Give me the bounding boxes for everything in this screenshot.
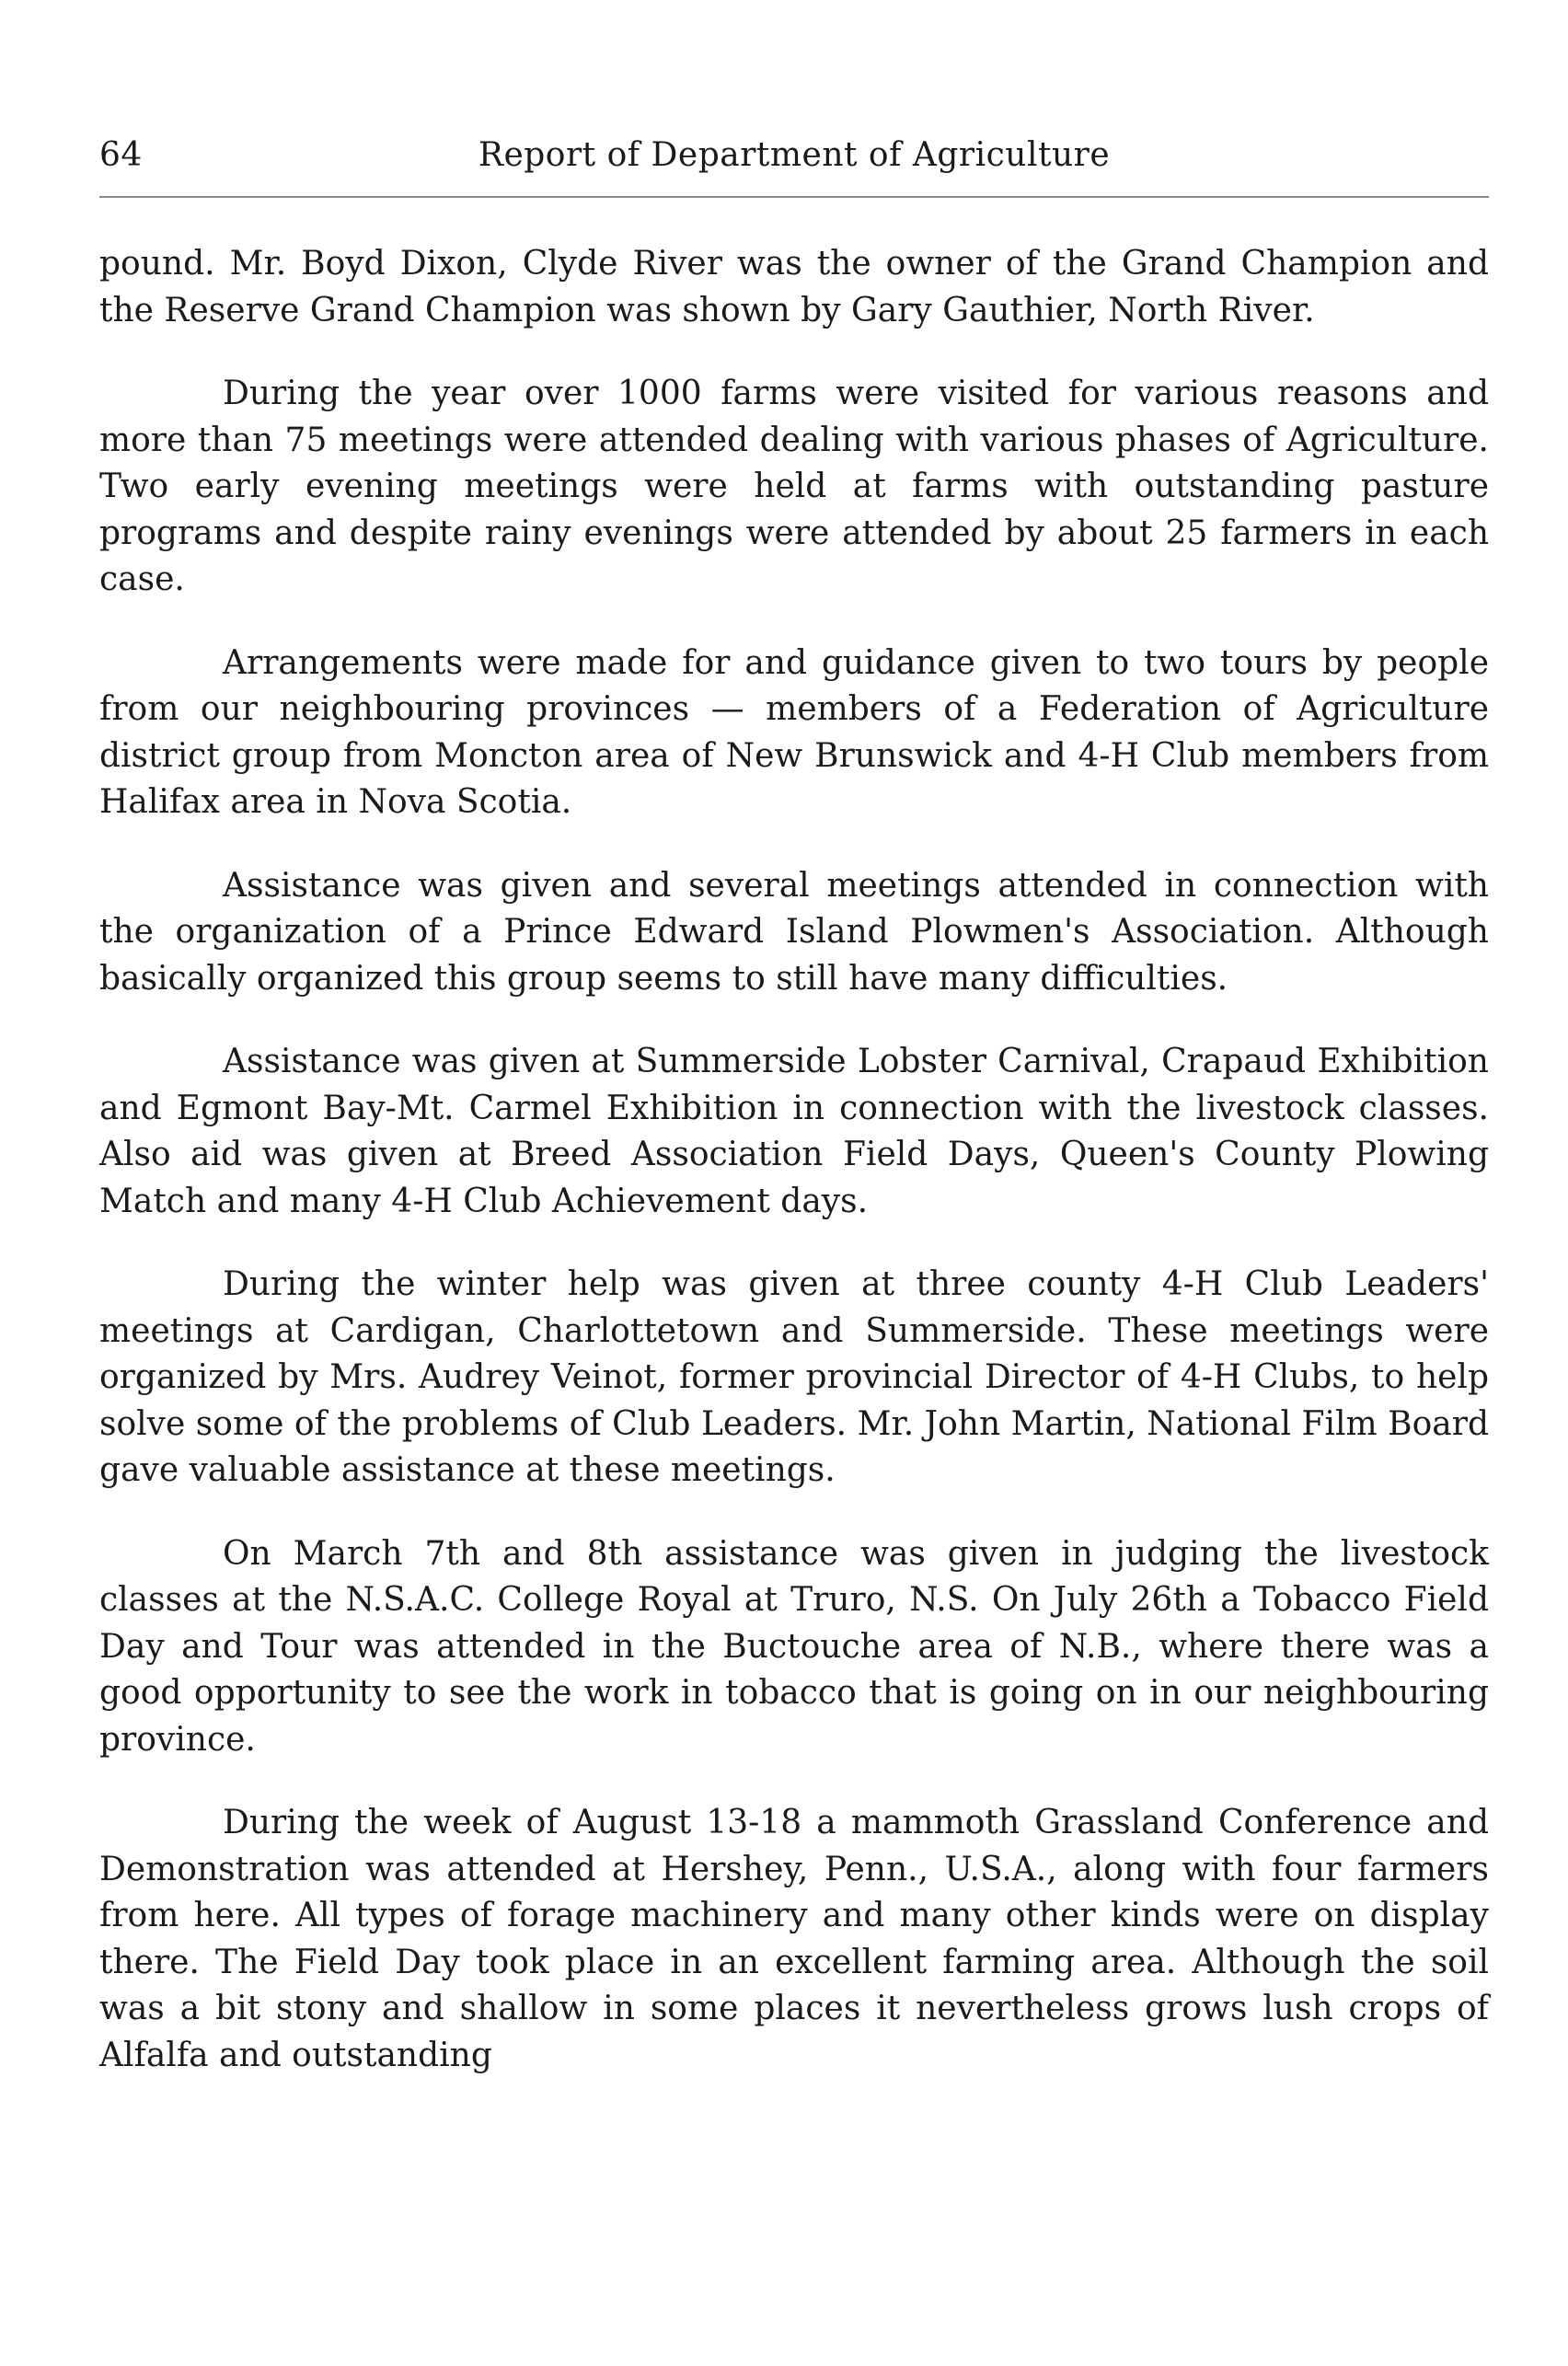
paragraph: Arrangements were made for and guidance given to two tours by people from our neighbouring provinces — members of a Federation of Agriculture district group from Moncton area of New Brunswick and 4-H Club members from Halifax area in Nova Scotia. — [99, 643, 1489, 821]
paragraph: During the week of August 13-18 a mammoth Grassland Conference and Demonstration was attended at Hershey, Penn., U.S.A., along with four farmers from here. All types of forage machinery and many other kinds were on display there. The Field Day took place in an excellent farming area. Although the soil was a bit stony and shallow in some places it nevertheless grows lush crops of Alfalfa and outstanding — [99, 1804, 1489, 2074]
body-text — [99, 241, 1489, 2079]
paragraph: During the year over 1000 farms were visited for various reasons and more than 75 meetings were attended dealing with various phases of Agriculture. Two early evening meetings were held at farms with outstanding pasture programs and despite rainy evenings were attended by about 25 farmers in each case. — [99, 375, 1489, 598]
paragraph: Assistance was given and several meetings attended in connection with the organization of a Prince Edward Island Plowmen's Association. Although basically organized this group seems to still have many difficulties. — [99, 866, 1489, 998]
paragraph-continued: pound. Mr. Boyd Dixon, Clyde River was the owner of the Grand Champion and the Reserve Grand Champion was shown by Gary Gauthier, North River. — [99, 245, 1489, 329]
header-rule — [99, 196, 1489, 198]
page-number: 64 — [99, 136, 143, 174]
page-header — [99, 136, 1489, 191]
paragraph: Assistance was given at Summerside Lobster Carnival, Crapaud Exhibition and Egmont Bay-Mt. Carmel Exhibition in connection with the livestock classes. Also aid was given at Breed Association Field Days, Queen's County Plowing Match and many 4-H Club Achievement days. — [99, 1043, 1489, 1220]
paragraph: During the winter help was given at three county 4-H Club Leaders' meetings at Cardigan, Charlottetown and Summerside. These meetings were organized by Mrs. Audrey Veinot, former provincial Director of 4-H Clubs, to help solve some of the problems of Club Leaders. Mr. John Martin, National Film Board gave valuable assistance at these meetings. — [99, 1265, 1489, 1489]
running-title: Report of Department of Agriculture — [478, 136, 1111, 174]
paragraph: On March 7th and 8th assistance was given in judging the livestock classes at the N.S.A.C. College Royal at Truro, N.S. On July 26th a Tobacco Field Day and Tour was attended in the Buctouche area of N.B., where there was a good opportunity to see the work in tobacco that is going on in our neighbouring province. — [99, 1534, 1489, 1759]
